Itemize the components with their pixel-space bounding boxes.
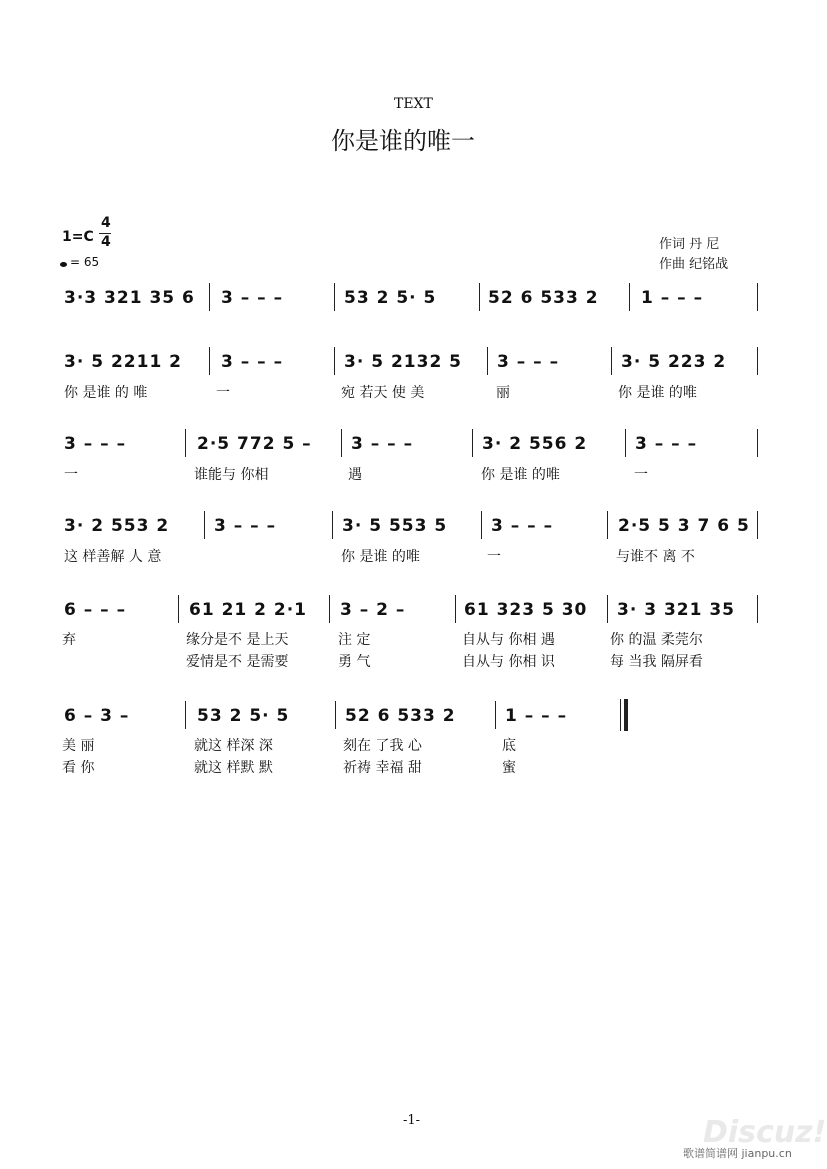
text-label: TEXT — [394, 96, 433, 112]
lyrics: 与谁不 离 不 — [616, 549, 695, 565]
barline — [757, 283, 758, 311]
lyrics: 你 的温 柔莞尔 — [610, 632, 703, 648]
measure: 53 2 5· 5 — [344, 288, 437, 308]
barline — [332, 511, 333, 539]
measure: 61 21 2 2·1 — [189, 600, 308, 620]
lyrics: 谁能与 你相 — [194, 467, 269, 483]
lyrics: 宛 若天 使 美 — [341, 385, 425, 401]
measure: 3 – – – — [221, 352, 284, 372]
barline — [481, 511, 482, 539]
barline — [209, 283, 210, 311]
lyrics: 蜜 — [502, 760, 516, 776]
final-barline-thin — [620, 699, 621, 731]
time-signature-top: 4 — [101, 215, 111, 231]
lyrics: 就这 样深 深 — [194, 738, 273, 754]
measure: 3 – – – — [221, 288, 284, 308]
measure: 3 – – – — [351, 434, 414, 454]
barline — [329, 595, 330, 623]
lyrics: 一 — [64, 467, 78, 483]
lyrics: 你 是谁 的唯 — [618, 385, 697, 401]
lyrics: 你 是谁 的唯 — [341, 549, 420, 565]
measure: 3· 5 2211 2 — [64, 352, 183, 372]
barline — [341, 429, 342, 457]
lyrics: 自从与 你相 识 — [462, 654, 555, 670]
measure: 53 2 5· 5 — [197, 706, 290, 726]
measure: 61 323 5 30 — [464, 600, 588, 620]
barline — [757, 347, 758, 375]
lyrics: 看 你 — [62, 760, 95, 776]
measure: 1 – – – — [505, 706, 568, 726]
measure: 6 – – – — [64, 600, 127, 620]
measure: 3 – – – — [497, 352, 560, 372]
tempo: = 65 — [70, 255, 100, 269]
measure: 3· 5 553 5 — [342, 516, 448, 536]
lyrics: 刻在 了我 心 — [343, 738, 422, 754]
lyrics: 祈祷 幸福 甜 — [343, 760, 422, 776]
lyrics: 一 — [634, 467, 648, 483]
barline — [335, 701, 336, 729]
lyrics: 缘分是不 是上天 — [186, 632, 289, 648]
barline — [334, 283, 335, 311]
lyrics: 底 — [502, 738, 516, 754]
barline — [629, 283, 630, 311]
lyrics: 爱情是不 是需要 — [186, 654, 289, 670]
barline — [625, 429, 626, 457]
measure: 3 – – – — [491, 516, 554, 536]
barline — [185, 429, 186, 457]
quarter-note-icon — [60, 262, 67, 267]
barline — [757, 429, 758, 457]
lyrics: 每 当我 隔屏看 — [610, 654, 703, 670]
lyrics: 自从与 你相 遇 — [462, 632, 555, 648]
measure: 52 6 533 2 — [345, 706, 456, 726]
barline — [455, 595, 456, 623]
barline — [487, 347, 488, 375]
final-barline-thick — [624, 699, 628, 731]
measure: 3 – – – — [214, 516, 277, 536]
lyrics: 就这 样默 默 — [194, 760, 273, 776]
barline — [334, 347, 335, 375]
lyrics: 这 样善解 人 意 — [64, 549, 162, 565]
lyrics: 一 — [216, 385, 230, 401]
composer: 作曲 纪铭战 — [659, 257, 729, 272]
measure: 6 – 3 – — [64, 706, 130, 726]
key-signature: 1=C — [62, 229, 94, 245]
measure: 3 – – – — [635, 434, 698, 454]
lyrics: 一 — [487, 549, 501, 565]
measure: 2·5 5 3 7 6 5 — [618, 516, 750, 536]
barline — [178, 595, 179, 623]
barline — [479, 283, 480, 311]
barline — [611, 347, 612, 375]
lyrics: 美 丽 — [62, 738, 95, 754]
measure: 3· 3 321 35 — [617, 600, 736, 620]
watermark-logo: Discuz! — [703, 1115, 827, 1150]
lyricist: 作词 丹 尼 — [659, 237, 720, 252]
barline — [204, 511, 205, 539]
lyrics: 注 定 — [338, 632, 371, 648]
measure: 2·5 772 5 – — [197, 434, 312, 454]
lyrics: 弃 — [62, 632, 76, 648]
barline — [209, 347, 210, 375]
page-number: -1- — [403, 1113, 421, 1128]
barline — [472, 429, 473, 457]
lyrics: 丽 — [496, 385, 510, 401]
lyrics: 勇 气 — [338, 654, 371, 670]
measure: 3 – – – — [64, 434, 127, 454]
lyrics: 你 是谁 的唯 — [481, 467, 560, 483]
barline — [607, 595, 608, 623]
measure: 3 – 2 – — [340, 600, 406, 620]
barline — [757, 595, 758, 623]
lyrics: 你 是谁 的 唯 — [64, 385, 148, 401]
time-signature-bottom: 4 — [101, 234, 111, 250]
measure: 3· 2 556 2 — [482, 434, 588, 454]
measure: 1 – – – — [641, 288, 704, 308]
measure: 3· 5 2132 5 — [344, 352, 463, 372]
barline — [607, 511, 608, 539]
song-title: 你是谁的唯一 — [331, 127, 475, 155]
barline — [757, 511, 758, 539]
measure: 52 6 533 2 — [488, 288, 599, 308]
lyrics: 遇 — [348, 467, 362, 483]
barline — [185, 701, 186, 729]
watermark-text: 歌谱简谱网 jianpu.cn — [683, 1147, 792, 1160]
measure: 3· 5 223 2 — [621, 352, 727, 372]
measure: 3· 2 553 2 — [64, 516, 170, 536]
barline — [495, 701, 496, 729]
measure: 3·3 321 35 6 — [64, 288, 195, 308]
